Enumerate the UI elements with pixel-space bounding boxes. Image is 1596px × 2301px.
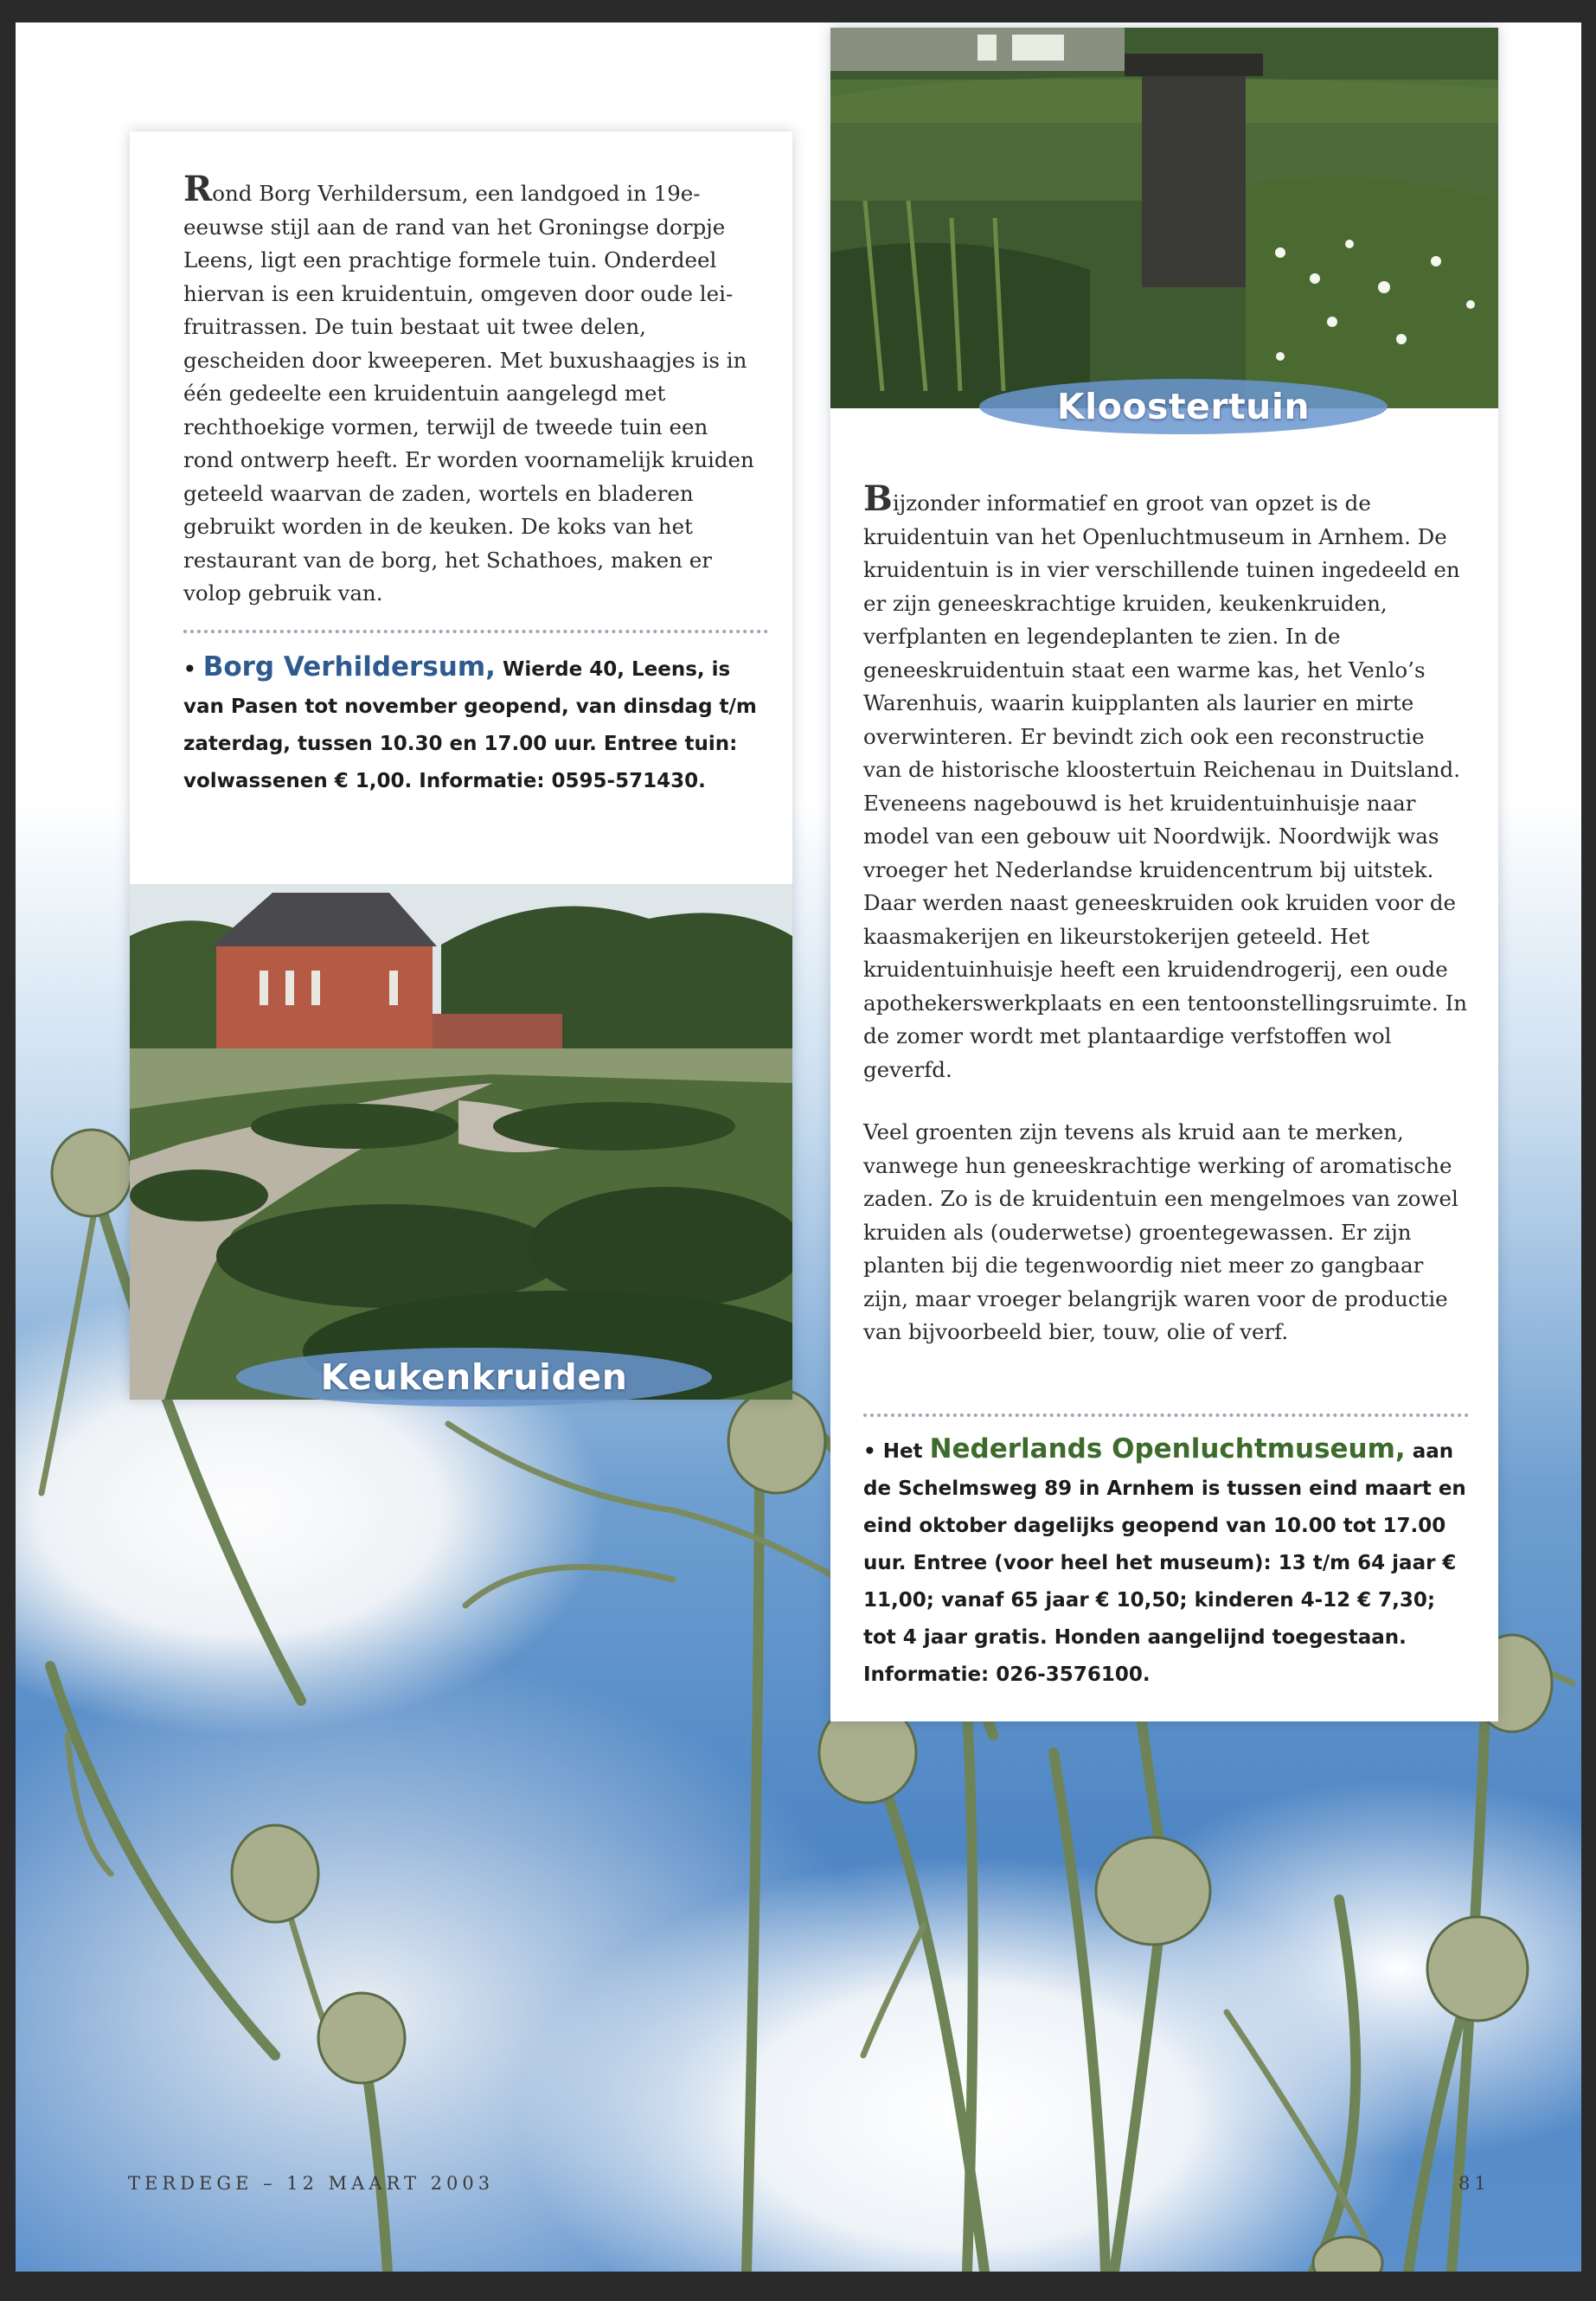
dropcap: B	[863, 478, 893, 519]
dropcap: R	[183, 169, 213, 209]
paragraph-text: ijzonder informatief en groot van opzet is de kruidentuin van het Openluchtmuseum in Arnhem. De kruidentuin is in vier verschillende tuinen ingedeeld en er zijn geneeskrachtige kruiden, keukenkruiden, verfplanten en legendeplanten te zien. In de geneeskruidentuin staat een warme kas, het Venlo’s Warenhuis, waarin kuipplanten als laurier en mirte overwinteren. Er bevindt zich ook een reconstructie van de historische kloostertuin Reichenau in Duitsland. Eveneens nagebouwd is het kruidentuinhuisje naar model van een gebouw uit Noordwijk. Noordwijk was vroeger het Nederlandse kruidencentrum bij uitstek. Daar werden naast geneeskruiden ook kruiden voor de kaasmakerijen en likeurstokerijen geteeld. Het kruidentuinhuisje heeft een kruidendrogerij, een oude apothekerswerkplaats en een tentoonstellingsruimte. In de zomer wordt met plantaardige verfstoffen wol geverfd.	[863, 490, 1468, 1082]
dotted-divider	[863, 1413, 1469, 1417]
info-details: Wierde 40, Leens, is van Pasen tot november geopend, van dinsdag t/m zaterdag, tussen 10.30 en 17.00 uur. Entree tuin: volwassenen € 1,00. Informatie: 0595-571430.	[183, 658, 757, 792]
visitor-info-block	[183, 649, 768, 800]
article-intro-paragraph	[183, 169, 754, 611]
label-text: Keukenkruiden	[320, 1356, 628, 1398]
section-label-keukenkruiden	[232, 1341, 716, 1413]
label-text: Kloostertuin	[1056, 386, 1311, 427]
article-body-paragraph-2	[863, 1116, 1469, 1349]
photo-borg-verhildersum	[130, 884, 792, 1400]
garden-photo	[130, 884, 792, 1400]
article-panel-left	[130, 131, 792, 1400]
magazine-page	[16, 22, 1581, 2272]
section-label-kloostertuin	[976, 372, 1391, 441]
dotted-divider	[183, 630, 768, 633]
photo-kloostertuin	[830, 28, 1498, 408]
info-venue-name: Nederlands Openluchtmuseum,	[929, 1433, 1406, 1465]
footer-issue-info: TERDEGE – 12 MAART 2003	[128, 2173, 495, 2194]
info-details: aan de Schelmsweg 89 in Arnhem is tussen eind maart en eind oktober dagelijks geopend van 10.00 tot 17.00 uur. Entree (voor heel het museum): 13 t/m 64 jaar € 11,00; vanaf 65 jaar € 10,50; kinderen 4-12 € 7,30; tot 4 jaar gratis. Honden aangelijnd toegestaan. Informatie: 026-3576100.	[863, 1440, 1466, 1686]
article-body-paragraph-1	[863, 478, 1469, 1086]
article-panel-right	[830, 28, 1498, 1721]
garden-photo	[830, 28, 1498, 408]
info-bullet: •	[183, 658, 196, 681]
visitor-info-block	[863, 1431, 1471, 1694]
info-bullet: • Het	[863, 1440, 923, 1463]
info-venue-name: Borg Verhildersum,	[202, 651, 496, 683]
page-number: 81	[1458, 2173, 1490, 2194]
paragraph-text: ond Borg Verhildersum, een landgoed in 19e-eeuwse stijl aan de rand van het Groningse dorpje Leens, ligt een prachtige formele tuin. Onderdeel hiervan is een kruidentuin, omgeven door oude lei-fruitrassen. De tuin bestaat uit twee delen, gescheiden door kweeperen. Met buxushaagjes is in één gedeelte een kruidentuin aangelegd met rechthoekige vormen, terwijl de tweede tuin een rond ontwerp heeft. Er worden voornamelijk kruiden geteeld waarvan de zaden, wortels en bladeren gebruikt worden in de keuken. De koks van het restaurant van de borg, het Schathoes, maken er volop gebruik van.	[183, 181, 754, 606]
paragraph-text: Veel groenten zijn tevens als kruid aan te merken, vanwege hun geneeskrachtige werking of aromatische zaden. Zo is de kruidentuin een mengelmoes van zowel kruiden als (ouderwetse) groentegewassen. Er zijn planten bij die tegenwoordig niet meer zo gangbaar zijn, maar vroeger belangrijk waren voor de productie van bijvoorbeeld bier, touw, olie of verf.	[863, 1119, 1458, 1344]
